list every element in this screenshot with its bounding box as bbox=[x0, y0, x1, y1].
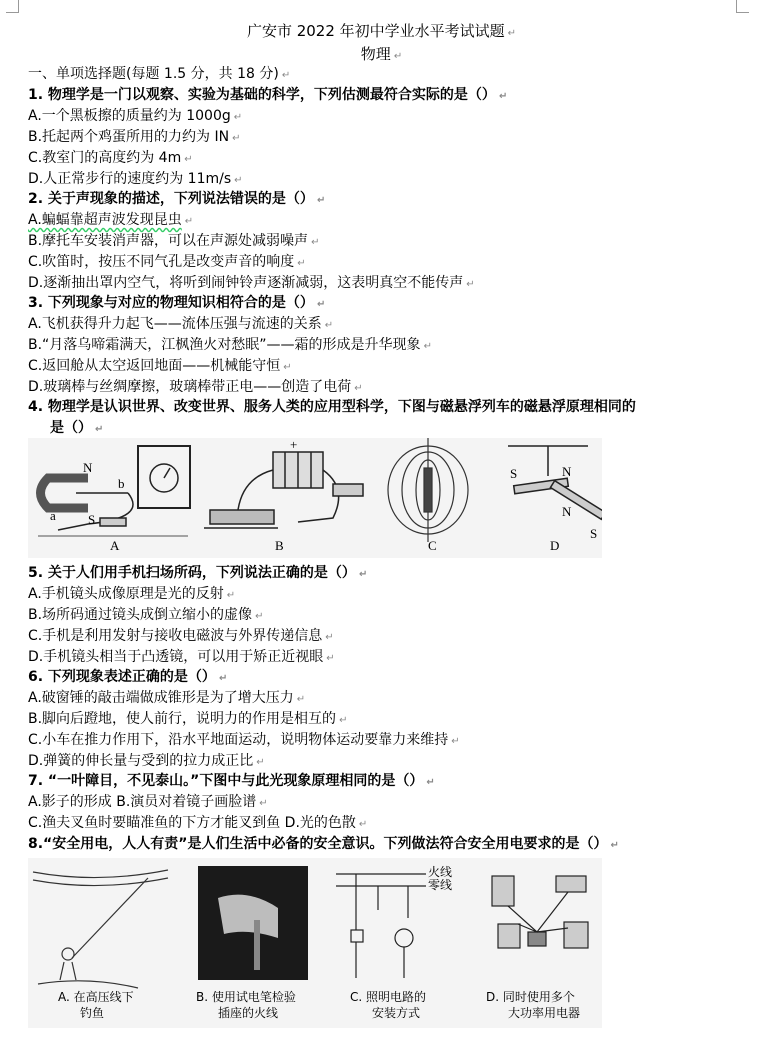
figure-caption-b-line2: 插座的火线 bbox=[218, 1006, 279, 1020]
figure-b-test-pen-socket bbox=[198, 866, 308, 980]
question-1-option-a: A.一个黑板擦的质量约为 1000g ↵ bbox=[28, 108, 243, 124]
figure-a-letter-s: S bbox=[88, 512, 96, 527]
question-6-option-d: D.弹簧的伸长量与受到的拉力成正比 ↵ bbox=[28, 753, 265, 769]
question-5-option-a: A.手机镜头成像原理是光的反射 ↵ bbox=[28, 586, 236, 602]
question-3-stem: 3. 下列现象与对应的物理知识相符合的是（） ↵ bbox=[28, 295, 326, 311]
figure-d-overloaded-socket bbox=[492, 876, 588, 948]
question-7-options-ab: A.影子的形成 B.演员对着镜子画脸谱 ↵ bbox=[28, 794, 268, 810]
question-5-stem: 5. 关于人们用手机扫场所码，下列说法正确的是（） ↵ bbox=[28, 565, 368, 581]
question-3-option-c: C.返回舱从太空返回地面——机械能守恒 ↵ bbox=[28, 358, 292, 374]
figure-caption-d-line1: D. 同时使用多个 bbox=[486, 990, 575, 1004]
figure-a-fishing-under-power-line bbox=[33, 870, 168, 988]
exam-subject: 物理 ↵ bbox=[360, 45, 403, 63]
question-5-option-c: C.手机是利用发射与接收电磁波与外界传递信息 ↵ bbox=[28, 628, 334, 644]
question-4-figure bbox=[28, 438, 602, 558]
question-2-stem: 2. 关于声现象的描述，下列说法错误的是（） ↵ bbox=[28, 191, 326, 207]
figure-label-b: B bbox=[275, 538, 284, 553]
figure-b-battery-circuit bbox=[204, 452, 363, 528]
question-2-option-a: A.蝙蝠靠超声波发现昆虫 ↵ bbox=[28, 212, 194, 228]
figure-d-letter-n-left: N bbox=[562, 464, 572, 479]
question-6-option-a: A.破窗锤的敲击端做成锥形是为了增大压力 ↵ bbox=[28, 690, 306, 706]
figure-d-letter-s-right: S bbox=[590, 526, 598, 541]
figure-a-letter-n: N bbox=[83, 460, 93, 475]
question-7-options-cd: C.渔夫叉鱼时要瞄准鱼的下方才能叉到鱼 D.光的色散 ↵ bbox=[28, 815, 368, 831]
figure-caption-c-line2: 安装方式 bbox=[372, 1006, 421, 1020]
question-2-option-b: B.摩托车安装消声器，可以在声源处减弱噪声 ↵ bbox=[28, 233, 320, 249]
question-8-figure bbox=[28, 858, 602, 1028]
figure-caption-b-line1: B. 使用试电笔检验 bbox=[196, 990, 296, 1004]
question-8-stem: 8.“安全用电，人人有责”是人们生活中必备的安全意识。下列做法符合安全用电要求的是（） ↵ bbox=[28, 836, 619, 852]
figure-c-magnetic-field bbox=[388, 438, 468, 542]
question-1-option-c: C.教室门的高度约为 4m ↵ bbox=[28, 150, 193, 166]
question-5-option-d: D.手机镜头相当于凸透镜，可以用于矫正近视眼 ↵ bbox=[28, 649, 335, 665]
figure-a-letter-b: b bbox=[118, 476, 125, 491]
question-6-stem: 6. 下列现象表述正确的是（） ↵ bbox=[28, 669, 228, 685]
figure-label-c: C bbox=[428, 538, 437, 553]
question-1-option-b: B.托起两个鸡蛋所用的力约为 IN ↵ bbox=[28, 129, 241, 145]
figure-d-letter-n-right: N bbox=[562, 504, 572, 519]
figure-a-letter-a: a bbox=[50, 508, 56, 523]
page-corner-mark-right bbox=[736, 0, 749, 13]
question-3-option-d: D.玻璃棒与丝绸摩擦，玻璃棒带正电——创造了电荷 ↵ bbox=[28, 379, 363, 395]
question-4-stem-continued: 是（） ↵ bbox=[50, 420, 104, 436]
figure-c-lighting-circuit bbox=[336, 874, 426, 978]
figure-caption-a-line2: 钓鱼 bbox=[80, 1006, 105, 1020]
question-7-stem: 7. “一叶障目，不见泰山。”下图中与此光现象原理相同的是（） ↵ bbox=[28, 773, 435, 789]
question-2-option-d: D.逐渐抽出罩内空气，将听到闹钟铃声逐渐减弱，这表明真空不能传声 ↵ bbox=[28, 275, 475, 291]
section-heading: 一、单项选择题(每题 1.5 分，共 18 分) ↵ bbox=[28, 66, 291, 82]
figure-label-d: D bbox=[550, 538, 560, 553]
figure-d-letter-s-left: S bbox=[510, 466, 518, 481]
question-3-option-a: A.飞机获得升力起飞——流体压强与流速的关系 ↵ bbox=[28, 316, 334, 332]
question-1-option-d: D.人正常步行的速度约为 11m/s ↵ bbox=[28, 171, 243, 187]
question-6-option-c: C.小车在推力作用下，沿水平地面运动，说明物体运动要靠力来维持 ↵ bbox=[28, 732, 460, 748]
question-4-stem: 4. 物理学是认识世界、改变世界、服务人类的应用型科学，下图与磁悬浮列车的磁悬浮原理相同的 bbox=[28, 399, 636, 415]
question-1-stem: 1. 物理学是一门以观察、实验为基础的科学，下列估测最符合实际的是（） ↵ bbox=[28, 87, 508, 103]
figure-c-live-wire-label: 火线 bbox=[428, 865, 453, 879]
figure-caption-c-line1: C. 照明电路的 bbox=[350, 990, 427, 1004]
question-5-option-b: B.场所码通过镜头成倒立缩小的虚像 ↵ bbox=[28, 607, 264, 623]
figure-d-suspended-magnet bbox=[508, 446, 602, 519]
figure-a-horseshoe-magnet-apparatus bbox=[38, 446, 190, 536]
figure-caption-d-line2: 大功率用电器 bbox=[508, 1006, 581, 1020]
page-corner-mark-left bbox=[6, 0, 19, 13]
figure-c-neutral-wire-label: 零线 bbox=[428, 878, 453, 892]
question-2-option-c: C.吹笛时，按压不同气孔是改变声音的响度 ↵ bbox=[28, 254, 306, 270]
question-6-option-b: B.脚向后蹬地，使人前行，说明力的作用是相互的 ↵ bbox=[28, 711, 348, 727]
figure-label-a: A bbox=[110, 538, 120, 553]
figure-b-letter-plus: + bbox=[290, 438, 298, 452]
figure-caption-a-line1: A. 在高压线下 bbox=[58, 990, 134, 1004]
question-3-option-b: B.“月落乌啼霜满天，江枫渔火对愁眠”——霜的形成是升华现象 ↵ bbox=[28, 337, 432, 353]
exam-title: 广安市 2022 年初中学业水平考试试题 ↵ bbox=[246, 22, 517, 40]
